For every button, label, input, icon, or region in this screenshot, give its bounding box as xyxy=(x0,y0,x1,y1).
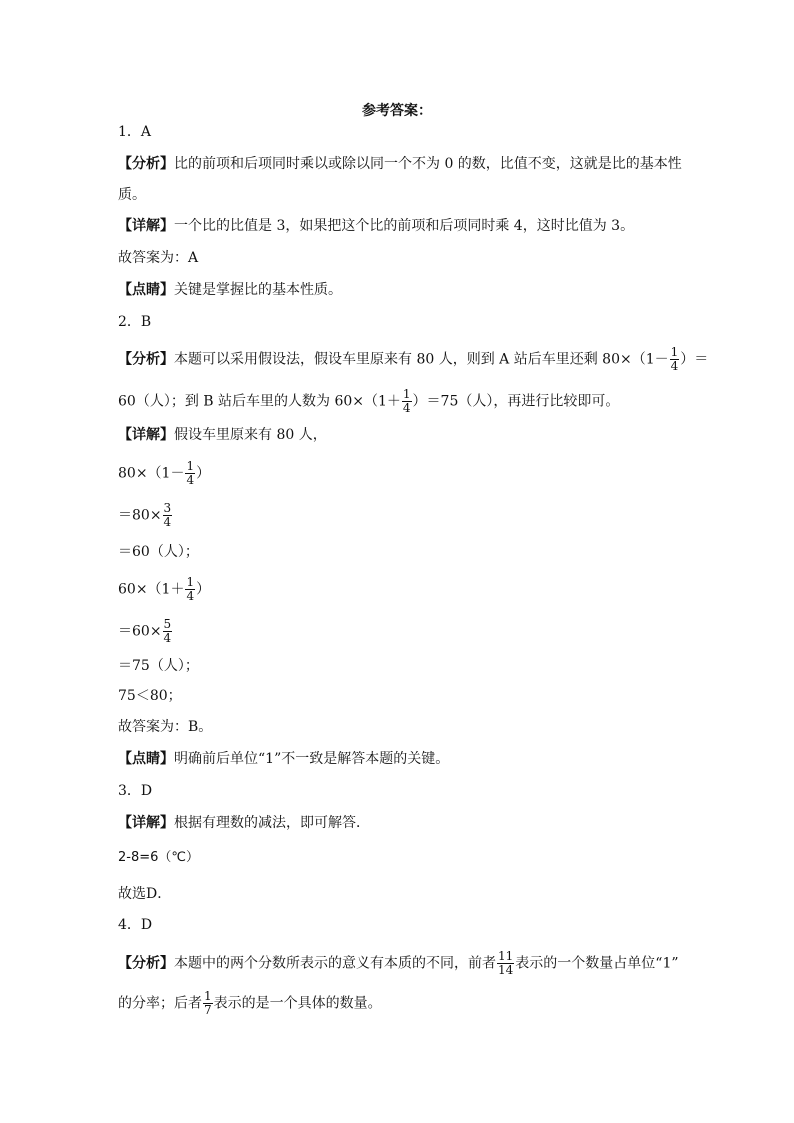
q2-step-5 xyxy=(118,618,173,645)
q4-analysis-text-a: 本题中的两个分数所表示的意义有本质的不同，前者 xyxy=(174,955,496,972)
q2-step-3: ＝60（人）； xyxy=(118,544,199,560)
q1-detail xyxy=(118,216,634,236)
fraction-one-seventh xyxy=(203,990,213,1017)
q2-analysis-text-a: 本题可以采用假设法，假设车里原来有 80 人，则到 A 站后车里还剩 80×（1－ xyxy=(174,351,669,368)
fraction-three-quarters xyxy=(163,502,173,529)
step-text: 60×（1＋ xyxy=(118,581,185,598)
q2-step-7: 75＜80； xyxy=(118,688,182,704)
q1-analysis-line-1 xyxy=(118,154,682,174)
fraction-denominator: 4 xyxy=(163,631,172,645)
q1-comment-text: 关键是掌握比的基本性质。 xyxy=(174,282,342,298)
fraction-denominator: 4 xyxy=(402,401,411,415)
fraction-eleven-fourteenths xyxy=(497,950,514,977)
step-text: ＝80× xyxy=(118,507,162,524)
analysis-tag: 【分析】 xyxy=(118,156,174,172)
fraction-denominator: 4 xyxy=(163,515,172,529)
fraction-numerator: 1 xyxy=(402,387,411,401)
fraction-numerator: 1 xyxy=(670,345,679,359)
q4-analysis-text-c: 的分率；后者 xyxy=(118,995,202,1012)
q2-answer: 故答案为：B。 xyxy=(118,719,213,735)
step-text: 80×（1－ xyxy=(118,465,185,482)
q2-step-6: ＝75（人）； xyxy=(118,658,199,674)
q4-analysis-line-1 xyxy=(118,950,679,977)
q2-detail xyxy=(118,425,327,445)
q2-analysis-line-1 xyxy=(118,346,708,373)
detail-tag: 【详解】 xyxy=(118,427,174,443)
q2-analysis-text-c: 60（人）；到 B 站后车里的人数为 60×（1＋ xyxy=(118,393,401,410)
fraction-numerator: 11 xyxy=(498,949,514,963)
step-text: ＝60× xyxy=(118,623,162,640)
q1-analysis-text: 比的前项和后项同时乘以或除以同一个不为 0 的数，比值不变，这就是比的基本性 xyxy=(174,156,682,172)
q4-analysis-line-2 xyxy=(118,990,382,1017)
step-text: ） xyxy=(196,465,211,482)
fraction-one-quarter xyxy=(402,388,412,415)
comment-tag: 【点睛】 xyxy=(118,282,174,298)
fraction-numerator: 3 xyxy=(163,501,172,515)
fraction-one-quarter xyxy=(185,460,195,487)
comment-tag: 【点睛】 xyxy=(118,751,174,767)
q1-number: 1．A xyxy=(118,124,152,140)
fraction-one-quarter xyxy=(670,346,680,373)
fraction-five-quarters xyxy=(163,618,173,645)
q3-detail-text: 根据有理数的减法，即可解答． xyxy=(174,815,370,831)
q1-answer: 故答案为：A xyxy=(118,250,199,266)
step-text: ） xyxy=(196,581,211,598)
q1-detail-text: 一个比的比值是 3，如果把这个比的前项和后项同时乘 4，这时比值为 3。 xyxy=(174,218,635,234)
fraction-denominator: 4 xyxy=(186,473,195,487)
q2-analysis-text-b: ）＝ xyxy=(680,351,709,368)
fraction-denominator: 4 xyxy=(670,359,679,373)
q4-analysis-text-d: 表示的是一个具体的数量。 xyxy=(213,995,382,1012)
fraction-denominator: 14 xyxy=(498,963,514,977)
fraction-numerator: 1 xyxy=(186,575,195,589)
q1-comment xyxy=(118,280,342,300)
q2-step-1 xyxy=(118,460,210,487)
fraction-one-quarter xyxy=(185,576,195,603)
q2-detail-text: 假设车里原来有 80 人， xyxy=(174,427,327,443)
q2-comment xyxy=(118,749,449,769)
q2-number: 2．B xyxy=(118,314,152,330)
q2-analysis-line-2 xyxy=(118,388,619,415)
detail-tag: 【详解】 xyxy=(118,815,174,831)
fraction-numerator: 1 xyxy=(204,989,212,1003)
q3-number: 3．D xyxy=(118,783,153,799)
q3-formula: 2-8=6（℃） xyxy=(118,850,199,865)
q1-analysis-line-2: 质。 xyxy=(118,187,146,203)
fraction-numerator: 1 xyxy=(186,459,195,473)
fraction-denominator: 4 xyxy=(186,589,195,603)
q2-step-2 xyxy=(118,502,173,529)
q2-analysis-text-d: ）＝75（人），再进行比较即可。 xyxy=(412,393,620,410)
analysis-tag: 【分析】 xyxy=(118,351,174,368)
analysis-tag: 【分析】 xyxy=(118,955,174,972)
q4-number: 4．D xyxy=(118,917,153,933)
q2-comment-text: 明确前后单位“1”不一致是解答本题的关键。 xyxy=(174,751,450,767)
fraction-denominator: 7 xyxy=(204,1003,212,1017)
fraction-numerator: 5 xyxy=(163,617,172,631)
q4-analysis-text-b: 表示的一个数量占单位“1” xyxy=(515,955,679,972)
q2-step-4 xyxy=(118,576,210,603)
q3-detail xyxy=(118,813,370,833)
page-title: 参考答案： xyxy=(362,103,432,119)
detail-tag: 【详解】 xyxy=(118,218,174,234)
q3-answer: 故选D． xyxy=(118,886,172,902)
